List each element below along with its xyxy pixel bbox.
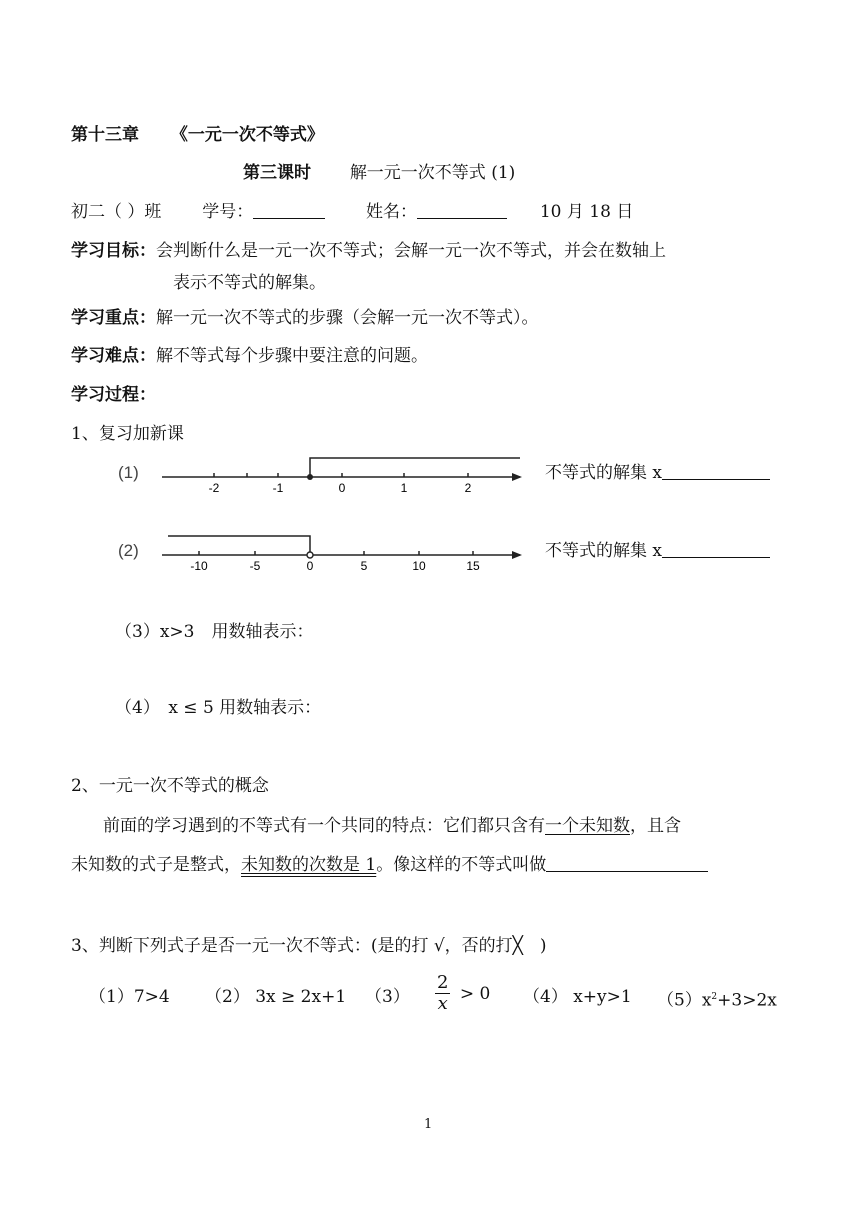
chapter-title: 《一元一次不等式》 — [170, 125, 324, 145]
goal-label: 学习目标： — [71, 241, 156, 261]
tick-label: -5 — [249, 559, 261, 573]
tick-label: 2 — [464, 481, 472, 495]
concept-emphasis: 未知数的次数是 1 — [241, 855, 377, 875]
difficulty-point — [71, 345, 428, 367]
exercise-5 — [657, 986, 777, 1012]
tick-label: -2 — [208, 481, 220, 495]
student-info — [71, 201, 633, 223]
number-line-1 — [110, 448, 530, 498]
exercise-row — [89, 972, 789, 1023]
tick-label: 0 — [306, 559, 314, 573]
concept-line1 — [103, 815, 681, 837]
hollow-dot — [307, 552, 313, 558]
concept-emphasis: 一个未知数 — [545, 816, 630, 836]
exercise-2: （2） 3x ≥ 2x+1 — [205, 987, 347, 1007]
section3-title: 3、判断下列式子是否一元一次不等式：(是的打 √，否的打╳ ) — [71, 936, 547, 956]
key-label: 学习重点： — [71, 308, 156, 328]
concept-text: 前面的学习遇到的不等式有一个共同的特点：它们都只含有 — [103, 816, 545, 836]
answer-1 — [545, 462, 770, 484]
difficulty-text: 解不等式每个步骤中要注意的问题。 — [156, 346, 428, 366]
goal-line2: 表示不等式的解集。 — [173, 273, 326, 293]
solution-bracket — [168, 536, 310, 553]
answer-2 — [545, 540, 770, 562]
process-label: 学习过程： — [71, 385, 156, 405]
concept-text: ，且含 — [630, 816, 681, 836]
answer-1-label: 不等式的解集 x — [545, 463, 662, 483]
answer-2-label: 不等式的解集 x — [545, 541, 662, 561]
tick-label: -10 — [190, 559, 208, 573]
exercise-3-label: （3） — [365, 987, 410, 1007]
student-name-blank[interactable] — [417, 202, 507, 219]
concept-answer-blank[interactable] — [546, 855, 708, 872]
difficulty-label: 学习难点： — [71, 346, 156, 366]
date: 10 月 18 日 — [539, 202, 634, 222]
student-id-label: 学号： — [202, 202, 254, 222]
goal-line1 — [71, 240, 666, 262]
tick-label: -1 — [272, 481, 284, 495]
student-id-blank[interactable] — [253, 202, 325, 219]
key-text: 解一元一次不等式的步骤（会解一元一次不等式）。 — [156, 308, 539, 328]
item-4: （4） x ≤ 5 用数轴表示： — [115, 698, 322, 718]
section1-title: 1、复习加新课 — [71, 424, 184, 444]
tick-label: 1 — [400, 481, 408, 495]
answer-2-blank[interactable] — [662, 541, 770, 558]
page-number: 1 — [424, 1117, 433, 1132]
chapter-heading — [71, 124, 324, 146]
exercise-3-fraction — [435, 973, 490, 1014]
concept-text: 。像这样的不等式叫做 — [376, 855, 547, 875]
exercise-1: （1）7>4 — [89, 987, 170, 1007]
fraction-denominator: x — [437, 993, 448, 1014]
exercise-4: （4） x+y>1 — [523, 987, 632, 1007]
tick-label: 5 — [360, 559, 368, 573]
lesson-label: 第三课时 — [243, 163, 311, 183]
tick-label: 15 — [466, 559, 480, 573]
answer-1-blank[interactable] — [662, 463, 770, 480]
lesson-heading — [243, 162, 515, 184]
exercise-5-exponent: 2 — [711, 992, 718, 1002]
student-name-label: 姓名： — [366, 202, 418, 222]
key-point — [71, 307, 539, 329]
chapter-number: 第十三章 — [71, 125, 139, 145]
solid-dot — [307, 474, 313, 480]
number-line-2-label: (2) — [118, 541, 139, 560]
number-line-1-label: (1) — [118, 463, 139, 482]
number-line-2 — [110, 526, 530, 576]
tick-label: 0 — [338, 481, 346, 495]
item-3: （3）x>3 用数轴表示： — [115, 622, 314, 642]
exercise-5-rest: +3>2x — [717, 990, 777, 1011]
lesson-title: 解一元一次不等式 (1) — [349, 163, 516, 183]
section2-title: 2、一元一次不等式的概念 — [71, 776, 269, 796]
class-label: 初二（ ）班 — [71, 202, 162, 222]
fraction-rhs: > 0 — [459, 983, 491, 1004]
goal-text: 会判断什么是一元一次不等式；会解一元一次不等式，并会在数轴上 — [156, 241, 666, 261]
arrow-icon — [512, 551, 522, 559]
concept-line2 — [71, 854, 708, 876]
arrow-icon — [512, 473, 522, 481]
concept-text: 未知数的式子是整式， — [71, 855, 241, 875]
exercise-5-base: （5）x — [657, 990, 712, 1011]
fraction-numerator: 2 — [437, 972, 449, 993]
tick-label: 10 — [412, 559, 426, 573]
